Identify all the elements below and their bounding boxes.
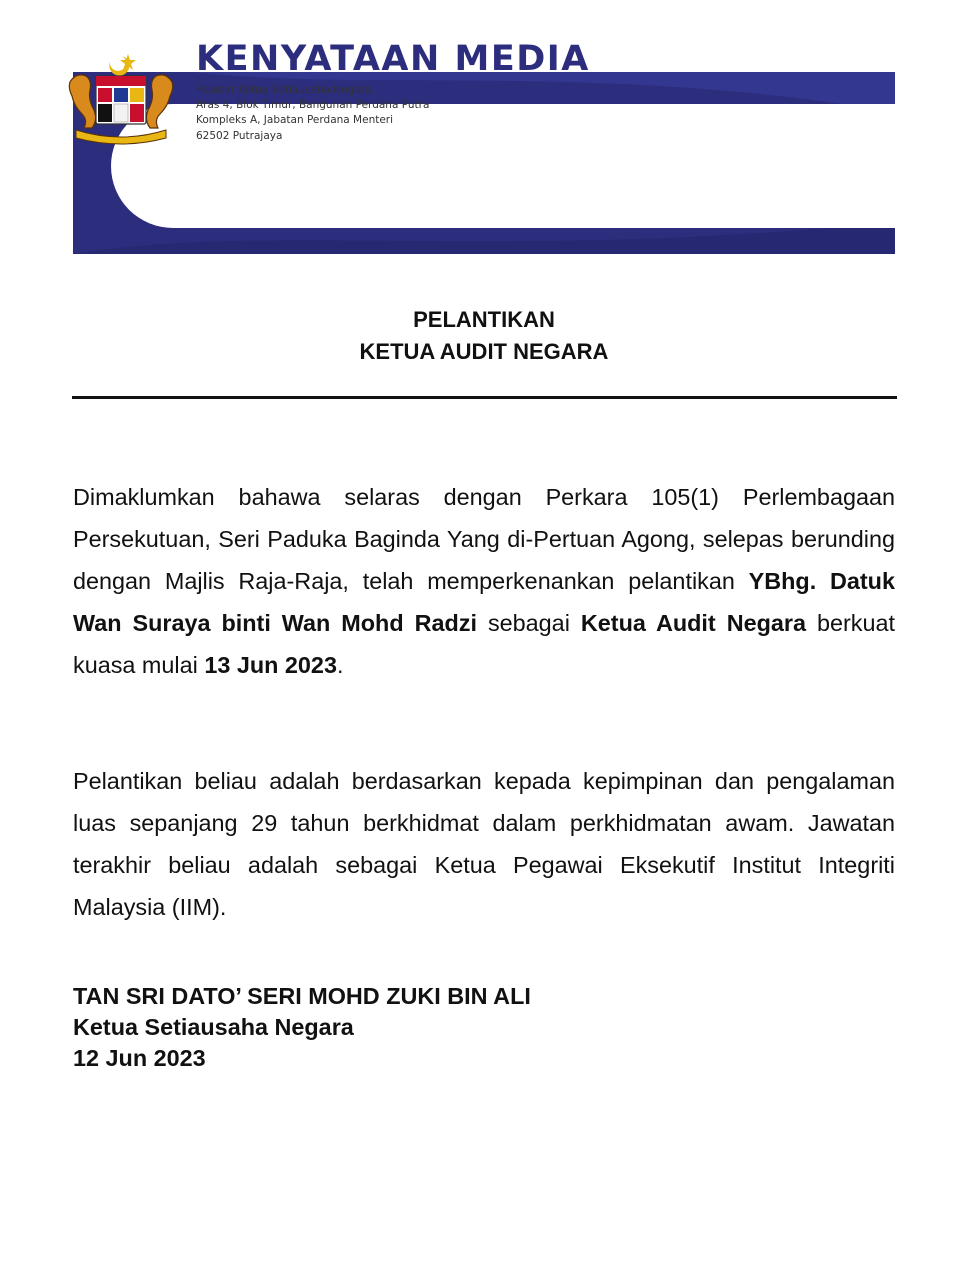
title-line-1: PELANTIKAN [413,307,555,332]
signatory-name: TAN SRI DATO’ SERI MOHD ZUKI BIN ALI [73,983,531,1009]
paragraph-text: Dimaklumkan bahawa selaras dengan Perkara 105(1) Perlembagaan Persekutuan, Seri Paduka Baginda Yang di-Pertuan Agong, selepas berunding dengan Majlis Raja-Raja, telah memperkenankan pelantikan [73,484,895,594]
address-line: Kompleks A, Jabatan Perdana Menteri [196,114,394,127]
banner-title: KENYATAAN MEDIA [196,39,590,79]
signatory-title: Ketua Setiausaha Negara [73,1014,354,1040]
document-title [0,304,968,368]
paragraph-text: berkuat kuasa mulai [73,610,895,678]
title-line-2: KETUA AUDIT NEGARA [359,339,609,364]
signature-date: 12 Jun 2023 [73,1045,206,1071]
office-address [196,83,429,144]
effective-date: 13 Jun 2023 [204,652,337,678]
malaysia-coat-of-arms-icon [62,52,180,146]
signature-block [73,981,531,1074]
address-line: 62502 Putrajaya [196,129,283,142]
appointed-position: Ketua Audit Negara [580,610,806,636]
announcement-paragraph [73,476,895,686]
appointee-name: YBhg. Datuk Wan Suraya binti Wan Mohd Radzi [73,568,895,636]
title-divider [72,396,897,399]
address-line: Aras 4, Blok Timur, Bangunan Perdana Putra [196,99,430,112]
address-line: Pejabat Ketua Setiausaha Negara [196,84,372,96]
paragraph-text: sebagai [476,610,581,636]
background-paragraph: Pelantikan beliau adalah berdasarkan kepada kepimpinan dan pengalaman luas sepanjang 29 tahun berkhidmat dalam perkhidmatan awam. Jawatan terakhir beliau adalah sebagai Ketua Pegawai Eksekutif Institut Integriti Malaysia (IIM). [73,768,895,920]
paragraph-text: . [336,652,344,678]
